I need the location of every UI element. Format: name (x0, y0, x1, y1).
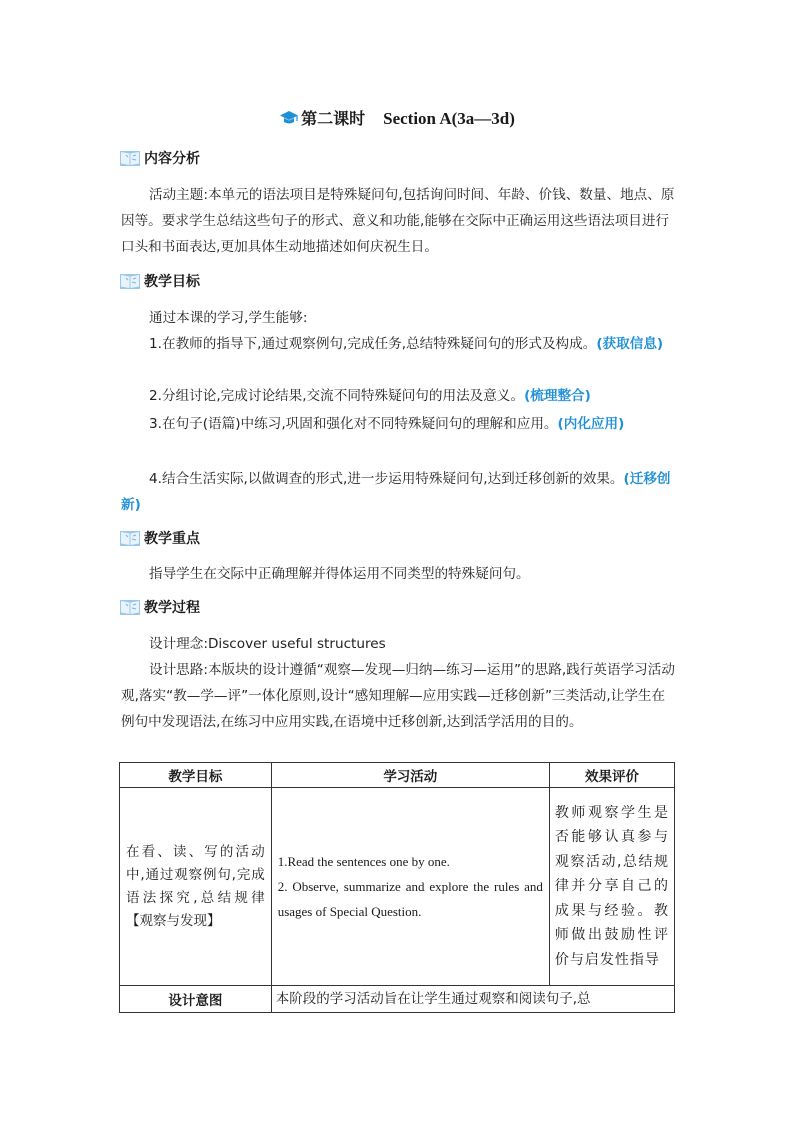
design-idea-paragraph: 设计思路:本版块的设计遵循“观察—发现—归纳—练习—运用”的思路,践行英语学习活动观,落实“教—学—评”一体化原则,设计“感知理解—应用实践—迁移创新”三类活动,让学生在例句中发现语法,在练习中应用实践,在语境中迁移创新,达到活学活用的目的。 (121, 662, 675, 730)
goal-item-text: 3.在句子(语篇)中练习,巩固和强化对不同特殊疑问句的理解和应用。 (149, 416, 558, 432)
section-title: 教学过程 (144, 600, 200, 616)
section-heading-teaching-process (119, 596, 200, 618)
lesson-title (0, 106, 794, 130)
book-icon (119, 529, 141, 547)
lesson-title-en: Section A(3a—3d) (383, 109, 515, 128)
goal-item-tag: (迁移创新) (121, 471, 671, 513)
goal-item-3 (121, 411, 677, 437)
section-heading-teaching-goals (119, 270, 200, 292)
goal-item-text: 4.结合生活实际,以做调查的形式,进一步运用特殊疑问句,达到迁移创新的效果。 (149, 471, 624, 487)
table-cell-intent: 本阶段的学习活动旨在让学生通过观察和阅读句子,总 (271, 986, 674, 1013)
goal-item-tag: (获取信息) (596, 336, 664, 352)
section-title: 教学重点 (144, 531, 200, 547)
book-icon (119, 272, 141, 290)
goal-item-text: 2.分组讨论,完成讨论结果,交流不同特殊疑问句的用法及意义。 (149, 388, 525, 404)
lesson-title-cn: 第二课时 (301, 109, 366, 128)
content-analysis-paragraph: 活动主题:本单元的语法项目是特殊疑问句,包括询问时间、年龄、价钱、数量、地点、原因等。要求学生总结这些句子的形式、意义和功能,能够在交际中正确运用这些语法项目进行口头和书面表达,更加具体生动地描述如何庆祝生日。 (121, 187, 675, 255)
section-heading-content-analysis (119, 147, 200, 169)
goals-intro: 通过本课的学习,学生能够: (149, 310, 308, 326)
design-concept: 设计理念:Discover useful structures (149, 636, 386, 652)
goal-item-tag: (内化应用) (557, 416, 625, 432)
goal-item-4 (121, 466, 677, 518)
section-title: 内容分析 (144, 151, 200, 167)
graduation-cap-icon (279, 110, 299, 130)
section-title: 教学目标 (144, 274, 200, 290)
book-icon (119, 149, 141, 167)
activity-item: 1.Read the sentences one by one. (277, 854, 450, 869)
table-row (120, 788, 675, 986)
table-cell-goal: 在看、读、写的活动中,通过观察例句,完成语法探究,总结规律【观察与发现】 (120, 788, 272, 986)
table-row (120, 986, 675, 1013)
table-header-row (120, 763, 675, 788)
goal-item-text: 1.在教师的指导下,通过观察例句,完成任务,总结特殊疑问句的形式及构成。 (149, 336, 597, 352)
table-cell-activities (271, 788, 549, 986)
column-header: 效果评价 (549, 763, 674, 788)
column-header: 教学目标 (120, 763, 272, 788)
activity-item: 2. Observe, summarize and explore the rules and usages of Special Question. (277, 879, 543, 919)
column-header: 学习活动 (271, 763, 549, 788)
section-heading-teaching-focus (119, 527, 200, 549)
goal-item-2 (121, 383, 677, 409)
table-cell-intent-label: 设计意图 (120, 986, 272, 1013)
table-cell-evaluation: 教师观察学生是否能够认真参与观察活动,总结规律并分享自己的成果与经验。教师做出鼓励性评价与启发性指导 (549, 788, 674, 986)
activity-table (119, 762, 675, 1013)
goal-item-tag: (梳理整合) (524, 388, 591, 404)
book-icon (119, 598, 141, 616)
focus-paragraph: 指导学生在交际中正确理解并得体运用不同类型的特殊疑问句。 (149, 566, 530, 582)
goal-item-1 (121, 331, 677, 357)
